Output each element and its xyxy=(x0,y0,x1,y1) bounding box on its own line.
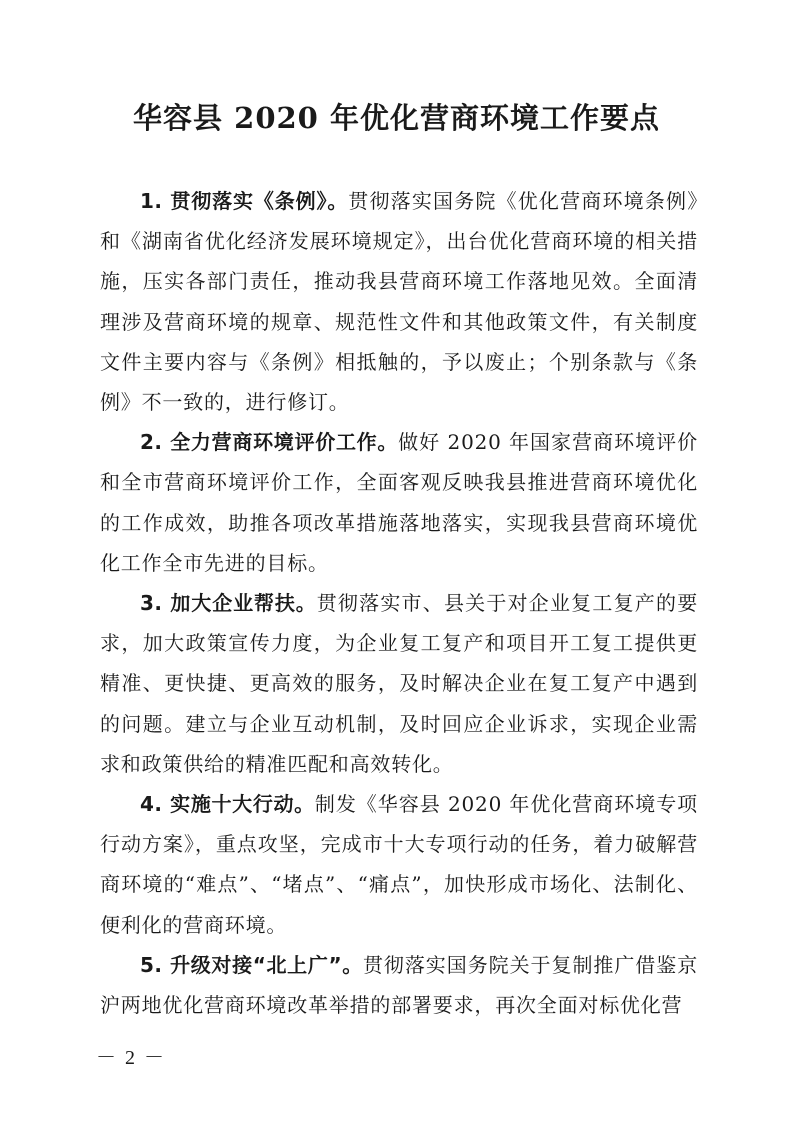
paragraph-text: 贯彻落实国务院《优化营商环境条例》和《湖南省优化经济发展环境规定》，出台优化营商环境的相关措施，压实各部门责任，推动我县营商环境工作落地见效。全面清理涉及营商环境的规章、规范性文件和其他政策文件，有关制度文件主要内容与《条例》相抵触的，予以废止；个别条款与《条例》不一致的，进行修订。 xyxy=(100,189,698,415)
paragraph-5 xyxy=(100,945,698,1025)
paragraph-text: 贯彻落实市、县关于对企业复工复产的要求，加大政策宣传力度，为企业复工复产和项目开工复工提供更精准、更快捷、更高效的服务，及时解决企业在复工复产中遇到的问题。建立与企业互动机制，及时回应企业诉求，实现企业需求和政策供给的精准匹配和高效转化。 xyxy=(100,591,698,776)
page-number: － 2 － xyxy=(96,1047,166,1069)
paragraph-text: 贯彻落实国务院关于复制推广借鉴京沪两地优化营商环境改革举措的部署要求，再次全面对标优化营 xyxy=(100,952,698,1018)
paragraph-2 xyxy=(100,422,698,583)
paragraph-4 xyxy=(100,784,698,945)
paragraph-heading: 1. 贯彻落实《条例》。 xyxy=(140,189,349,213)
paragraph-3 xyxy=(100,583,698,784)
paragraph-1 xyxy=(100,181,698,422)
paragraph-heading: 2. 全力营商环境评价工作。 xyxy=(140,430,399,455)
paragraph-text: 做好 2020 年国家营商环境评价和全市营商环境评价工作，全面客观反映我县推进营商环境优化的工作成效，助推各项改革措施落地落实，实现我县营商环境优化工作全市先进的目标。 xyxy=(100,430,698,575)
document-body xyxy=(100,181,698,1025)
paragraph-heading: 4. 实施十大行动。 xyxy=(140,792,315,817)
paragraph-heading: 5. 升级对接“北上广”。 xyxy=(140,952,363,977)
paragraph-heading: 3. 加大企业帮扶。 xyxy=(140,591,317,616)
document-title: 华容县 2020 年优化营商环境工作要点 xyxy=(133,101,660,135)
paragraph-text: 制发《华容县 2020 年优化营商环境专项行动方案》，重点攻坚，完成市十大专项行动的任务，着力破解营商环境的“难点”、“堵点”、“痛点”，加快形成市场化、法制化、便利化的营商环境。 xyxy=(100,792,698,937)
